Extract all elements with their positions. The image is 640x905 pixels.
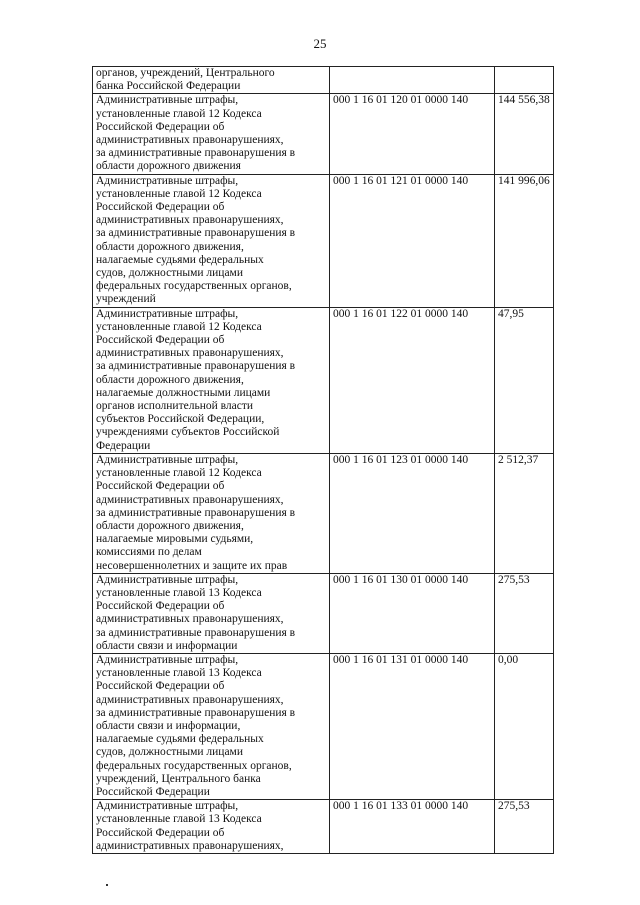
- description-line: налагаемые судьями федеральных: [96, 733, 264, 746]
- description-line: комиссиями по делам: [96, 546, 202, 559]
- description-line: Российской Федерации об: [96, 680, 225, 693]
- amount-value: 47,95: [495, 307, 554, 453]
- table-row: [93, 94, 554, 174]
- amount-value: 2 512,37: [495, 453, 554, 573]
- budget-classification-code: 000 1 16 01 121 01 0000 140: [330, 174, 495, 307]
- description-line: установленные главой 13 Кодекса: [96, 667, 262, 680]
- table-row: [93, 453, 554, 573]
- row-description: [93, 800, 330, 854]
- amount-value: 144 556,38: [495, 94, 554, 174]
- description-line: Российской Федерации об: [96, 480, 225, 493]
- amount-value: [495, 67, 554, 94]
- row-description: [93, 307, 330, 453]
- description-line: Административные штрафы,: [96, 573, 239, 586]
- table-row: [93, 307, 554, 453]
- description-line: за административные правонарушения в: [96, 626, 296, 639]
- description-line: области связи и информации: [96, 639, 238, 652]
- description-line: Российской Федерации об: [96, 120, 225, 133]
- description-line: административных правонарушениях,: [96, 134, 284, 147]
- table-row: [93, 653, 554, 799]
- description-line: административных правонарушениях,: [96, 347, 284, 360]
- row-description: [93, 653, 330, 799]
- row-description: [93, 67, 330, 94]
- description-line: за административные правонарушения в: [96, 506, 296, 519]
- description-line: установленные главой 13 Кодекса: [96, 586, 262, 599]
- amount-value: 275,53: [495, 573, 554, 653]
- description-line: административных правонарушениях,: [96, 613, 284, 626]
- description-line: Административные штрафы,: [96, 307, 239, 320]
- description-line: налагаемые мировыми судьями,: [96, 533, 254, 546]
- description-line: за административные правонарушения в: [96, 706, 296, 719]
- description-line: несовершеннолетних и защите их прав: [96, 559, 288, 572]
- description-line: установленные главой 12 Кодекса: [96, 107, 262, 120]
- description-line: за административные правонарушения в: [96, 227, 296, 240]
- description-line: установленные главой 13 Кодекса: [96, 813, 262, 826]
- description-line: Российской Федерации об: [96, 600, 225, 613]
- description-line: учреждений, Центрального банка: [96, 772, 261, 785]
- budget-classification-code: 000 1 16 01 120 01 0000 140: [330, 94, 495, 174]
- description-line: административных правонарушениях,: [96, 493, 284, 506]
- description-line: Административные штрафы,: [96, 94, 239, 107]
- table-row: [93, 67, 554, 94]
- description-line: федеральных государственных органов,: [96, 280, 292, 293]
- description-line: административных правонарушениях,: [96, 214, 284, 227]
- description-line: учреждений: [96, 293, 156, 306]
- description-line: Административные штрафы,: [96, 653, 239, 666]
- page-number: 25: [313, 36, 327, 51]
- amount-value: 0,00: [495, 653, 554, 799]
- table-row: [93, 800, 554, 854]
- budget-classification-code: 000 1 16 01 122 01 0000 140: [330, 307, 495, 453]
- budget-classification-code: 000 1 16 01 123 01 0000 140: [330, 453, 495, 573]
- scan-speck: [106, 884, 108, 886]
- description-line: налагаемые судьями федеральных: [96, 253, 264, 266]
- description-line: установленные главой 12 Кодекса: [96, 467, 262, 480]
- amount-value: 275,53: [495, 800, 554, 854]
- description-line: административных правонарушениях,: [96, 693, 284, 706]
- table-body: [93, 67, 554, 854]
- row-description: [93, 453, 330, 573]
- description-line: административных правонарушениях,: [96, 839, 284, 852]
- description-line: учреждениями субъектов Российской: [96, 426, 280, 439]
- description-line: области дорожного движения,: [96, 373, 244, 386]
- description-line: Федерации: [96, 439, 151, 452]
- description-line: Российской Федерации: [96, 785, 210, 798]
- description-line: области связи и информации,: [96, 719, 241, 732]
- description-line: установленные главой 12 Кодекса: [96, 320, 262, 333]
- description-line: за административные правонарушения в: [96, 147, 296, 160]
- description-line: Российской Федерации об: [96, 201, 225, 214]
- row-description: [93, 94, 330, 174]
- description-line: области дорожного движения,: [96, 240, 244, 253]
- description-line: органов исполнительной власти: [96, 400, 254, 413]
- description-line: субъектов Российской Федерации,: [96, 413, 265, 426]
- amount-value: 141 996,06: [495, 174, 554, 307]
- description-line: Российской Федерации об: [96, 334, 225, 347]
- description-line: Административные штрафы,: [96, 800, 239, 813]
- description-line: области дорожного движения: [96, 160, 241, 173]
- description-line: установленные главой 12 Кодекса: [96, 187, 262, 200]
- description-line: судов, должностными лицами: [96, 746, 243, 759]
- description-line: Административные штрафы,: [96, 174, 239, 187]
- table-row: [93, 573, 554, 653]
- row-description: [93, 174, 330, 307]
- revenue-table: [92, 66, 554, 854]
- table-row: [93, 174, 554, 307]
- description-line: области дорожного движения,: [96, 519, 244, 532]
- budget-classification-code: [330, 67, 495, 94]
- description-line: Российской Федерации об: [96, 826, 225, 839]
- description-line: банка Российской Федерации: [96, 80, 241, 93]
- description-line: налагаемые должностными лицами: [96, 386, 271, 399]
- row-description: [93, 573, 330, 653]
- description-line: органов, учреждений, Центрального: [96, 67, 275, 79]
- description-line: судов, должностными лицами: [96, 267, 243, 280]
- description-line: за административные правонарушения в: [96, 360, 296, 373]
- budget-classification-code: 000 1 16 01 133 01 0000 140: [330, 800, 495, 854]
- description-line: Административные штрафы,: [96, 453, 239, 466]
- description-line: федеральных государственных органов,: [96, 759, 292, 772]
- budget-classification-code: 000 1 16 01 130 01 0000 140: [330, 573, 495, 653]
- budget-classification-code: 000 1 16 01 131 01 0000 140: [330, 653, 495, 799]
